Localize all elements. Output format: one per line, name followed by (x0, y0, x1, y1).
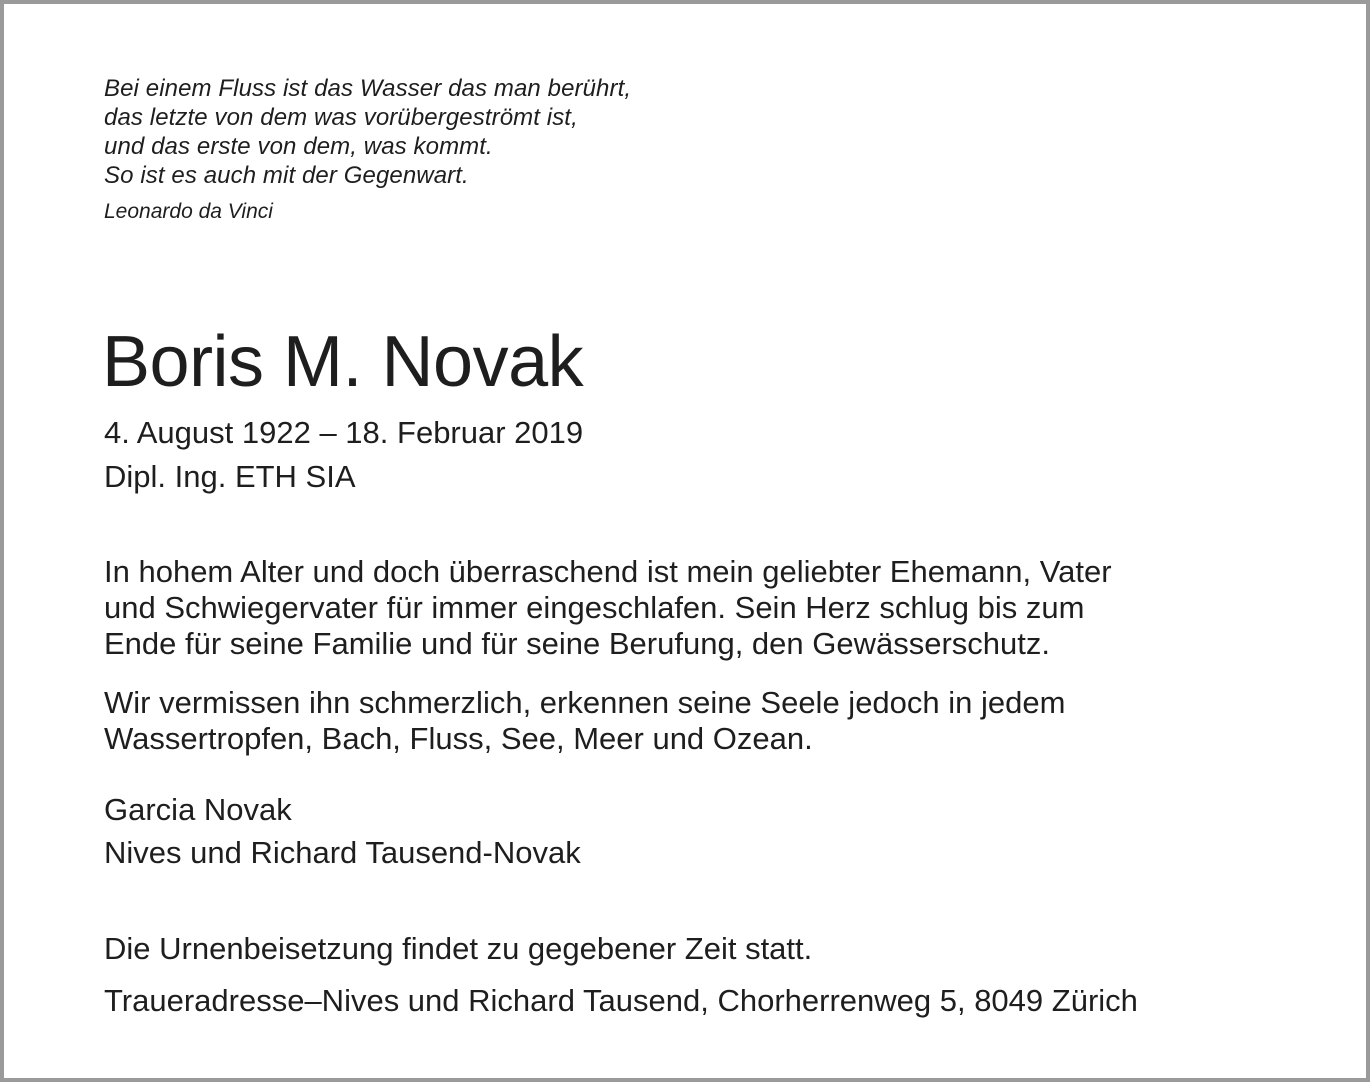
quote-line: das letzte von dem was vorübergeströmt ist, (104, 104, 578, 131)
epigraph-quote (104, 74, 631, 190)
message-paragraph (104, 685, 1065, 757)
deceased-name: Boris M. Novak (102, 322, 584, 402)
signers-list (104, 788, 581, 874)
quote-author: Leonardo da Vinci (104, 200, 273, 223)
message-line: und Schwiegervater für immer eingeschlafen. Sein Herz schlug bis zum (104, 590, 1085, 625)
mourning-address: Traueradresse–Nives und Richard Tausend, Chorherrenweg 5, 8049 Zürich (104, 983, 1138, 1018)
message-line: In hohem Alter und doch überraschend ist mein geliebter Ehemann, Vater (104, 554, 1112, 589)
message-line: Wassertropfen, Bach, Fluss, See, Meer und Ozean. (104, 721, 813, 756)
deceased-details (104, 411, 583, 499)
signer-name: Nives und Richard Tausend-Novak (104, 835, 581, 870)
signer-name: Garcia Novak (104, 792, 292, 827)
quote-line: Bei einem Fluss ist das Wasser das man berührt, (104, 75, 632, 102)
life-dates: 4. August 1922 – 18. Februar 2019 (104, 415, 584, 450)
burial-notice: Die Urnenbeisetzung findet zu gegebener Zeit statt. (104, 931, 813, 966)
message-paragraph (104, 554, 1112, 662)
quote-line: und das erste von dem, was kommt. (104, 133, 493, 160)
message-line: Wir vermissen ihn schmerzlich, erkennen seine Seele jedoch in jedem (104, 685, 1066, 720)
professional-title: Dipl. Ing. ETH SIA (104, 459, 356, 494)
quote-line: So ist es auch mit der Gegenwart. (104, 162, 469, 189)
message-line: Ende für seine Familie und für seine Berufung, den Gewässerschutz. (104, 626, 1051, 661)
